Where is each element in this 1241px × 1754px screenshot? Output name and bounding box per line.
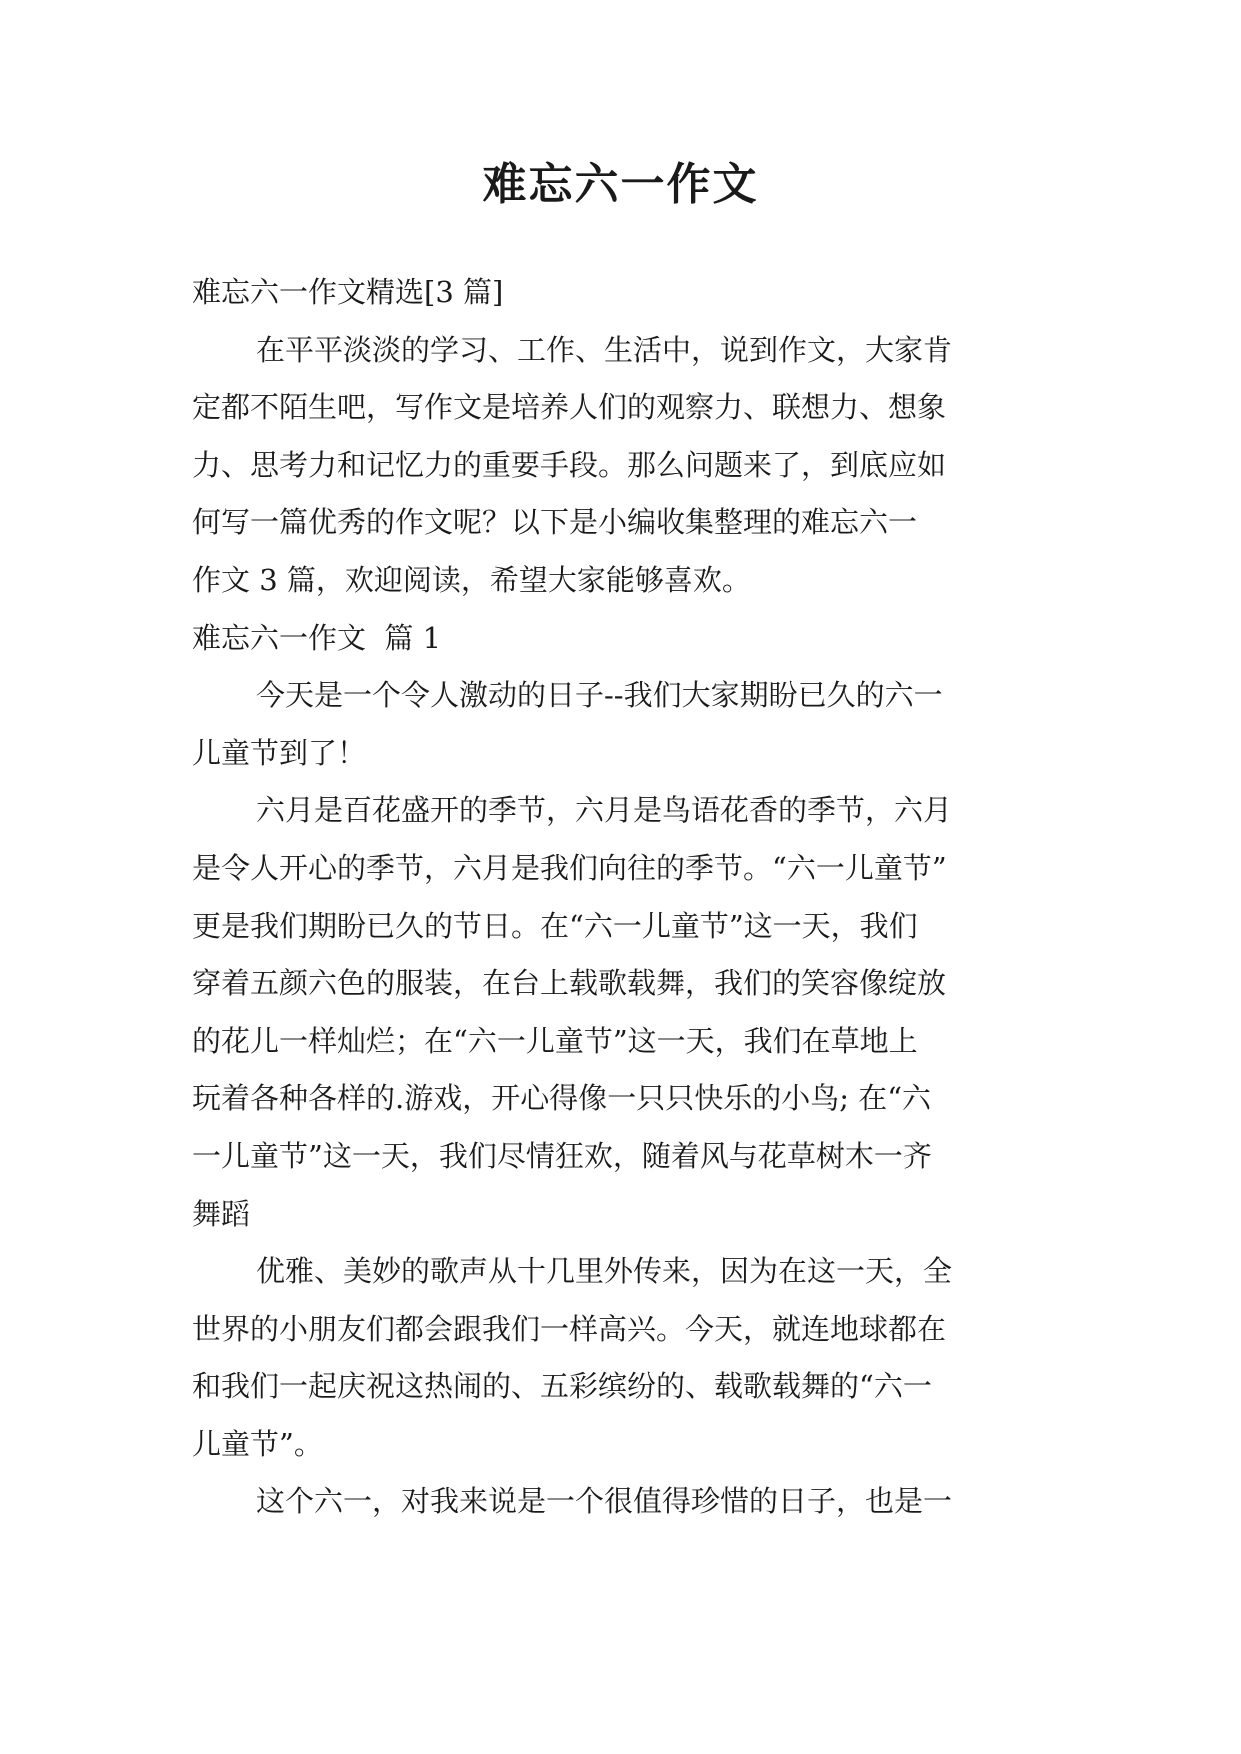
text-line: 更是我们期盼已久的节日。在“六一儿童节”这一天，我们 (192, 908, 918, 943)
text-line: 儿童节到了！ (192, 735, 367, 770)
text-line: 儿童节”。 (192, 1426, 323, 1461)
text-line: 难忘六一作文 篇 1 (192, 620, 442, 655)
text-line: 何写一篇优秀的作文呢？以下是小编收集整理的难忘六一 (192, 505, 918, 540)
text-line: 的花儿一样灿烂；在“六一儿童节”这一天，我们在草地上 (192, 1023, 918, 1058)
text-line: 玩着各种各样的.游戏，开心得像一只只快乐的小鸟; 在“六 (192, 1081, 932, 1116)
text-line: 一儿童节”这一天，我们尽情狂欢，随着风与花草树木一齐 (192, 1138, 932, 1173)
text-line: 难忘六一作文精选[3 篇] (192, 275, 504, 309)
text-line: 力、思考力和记忆力的重要手段。那么问题来了，到底应如 (192, 447, 947, 482)
document-title: 难忘六一作文 (482, 159, 759, 210)
text-line: 是令人开心的季节，六月是我们向往的季节。“六一儿童节” (192, 850, 947, 885)
text-line: 作文 3 篇，欢迎阅读，希望大家能够喜欢。 (192, 562, 751, 597)
text-line: 舞蹈 (192, 1196, 251, 1231)
text-line: 优雅、美妙的歌声从十几里外传来，因为在这一天，全 (256, 1254, 953, 1289)
text-line: 今天是一个令人激动的日子--我们大家期盼已久的六一 (256, 678, 943, 713)
text-line: 穿着五颜六色的服装，在台上载歌载舞，我们的笑容像绽放 (192, 966, 947, 1001)
text-line: 六月是百花盛开的季节，六月是鸟语花香的季节，六月 (256, 793, 953, 828)
text-line: 世界的小朋友们都会跟我们一样高兴。今天，就连地球都在 (192, 1311, 947, 1346)
document-body (192, 264, 1052, 1531)
text-line: 在平平淡淡的学习、工作、生活中，说到作文，大家肯 (256, 332, 953, 367)
text-line: 定都不陌生吧，写作文是培养人们的观察力、联想力、想象 (192, 390, 947, 425)
text-line: 这个六一，对我来说是一个很值得珍惜的日子，也是一 (256, 1484, 953, 1519)
text-line: 和我们一起庆祝这热闹的、五彩缤纷的、载歌载舞的“六一 (192, 1369, 932, 1404)
